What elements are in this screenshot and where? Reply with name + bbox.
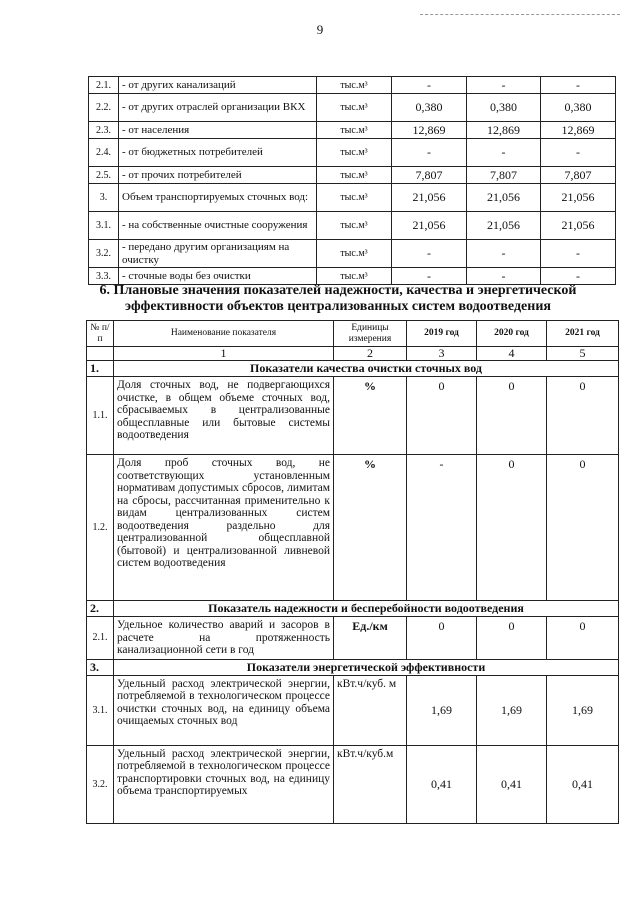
value-2020: 21,056 — [467, 212, 541, 240]
value-2020: 0,380 — [467, 94, 541, 122]
indicator-name: - от населения — [119, 122, 317, 139]
row-num: 2.4. — [89, 139, 119, 167]
indicator-unit: тыс.м³ — [317, 94, 392, 122]
value-2021: 0 — [547, 617, 619, 660]
value-2021: - — [541, 139, 616, 167]
indicator-unit: % — [334, 455, 407, 601]
row-num: 3.2. — [89, 240, 119, 268]
indicator-unit: Ед./км — [334, 617, 407, 660]
header-name: Наименование показателя — [114, 321, 334, 347]
row-num: 2.2. — [89, 94, 119, 122]
value-2020: - — [467, 77, 541, 94]
indicator-name: Удельный расход электрической энергии, потребляемой в технологическом процессе транспортировки сточных вод, на единицу объема транспортируемых — [114, 745, 334, 823]
value-2021: - — [541, 268, 616, 285]
table-row — [89, 184, 616, 212]
indicator-name: - от других отраслей организации ВКХ — [119, 94, 317, 122]
value-2019: 21,056 — [392, 212, 467, 240]
row-num: 1.1. — [87, 377, 114, 455]
table-row — [89, 268, 616, 285]
indicator-unit: тыс.м³ — [317, 139, 392, 167]
indicators-table — [86, 320, 619, 824]
value-2020: - — [467, 240, 541, 268]
indicator-name: - от бюджетных потребителей — [119, 139, 317, 167]
header-unit: Единицы измерения — [334, 321, 407, 347]
column-numbers-row — [87, 347, 619, 361]
table-row — [87, 455, 619, 601]
value-2021: - — [541, 77, 616, 94]
header-row — [87, 321, 619, 347]
indicator-name: Удельное количество аварий и засоров в расчете на протяженность канализационной сети в год — [114, 617, 334, 660]
value-2021: 21,056 — [541, 212, 616, 240]
section-row — [87, 659, 619, 675]
table-row — [87, 675, 619, 745]
value-2019: - — [392, 77, 467, 94]
value-2021: 0 — [547, 377, 619, 455]
section-num: 1. — [87, 361, 114, 377]
indicator-name: Удельный расход электрической энергии, потребляемой в технологическом процессе очистки сточных вод, на единицу объема очищаемых сточных вод — [114, 675, 334, 745]
value-2020: 1,69 — [477, 675, 547, 745]
table-row — [89, 122, 616, 139]
value-2019: - — [392, 268, 467, 285]
col-number-4: 4 — [477, 347, 547, 361]
indicator-unit: тыс.м³ — [317, 212, 392, 240]
row-num: 3.1. — [89, 212, 119, 240]
indicator-name: - от других канализаций — [119, 77, 317, 94]
value-2019: 0 — [407, 617, 477, 660]
value-2021: 12,869 — [541, 122, 616, 139]
indicator-unit: тыс.м³ — [317, 268, 392, 285]
value-2020: 0 — [477, 455, 547, 601]
value-2019: 0,380 — [392, 94, 467, 122]
section-title: 6. Плановые значения показателей надежности, качества и энергетической эффективности объектов централизованных систем водоотведения — [99, 283, 577, 314]
table-row — [87, 617, 619, 660]
value-2020: - — [467, 268, 541, 285]
value-2021: 0,41 — [547, 745, 619, 823]
indicator-name: - сточные воды без очистки — [119, 268, 317, 285]
indicator-name: Доля проб сточных вод, не соответствующих установленным нормативам допустимых сбросов, лимитам на сбросы, рассчитанная применительно к видам централизованных систем водоотведения раздельно для централизованной общесплавной (бытовой) и централизованной ливневой систем водоотведения — [114, 455, 334, 601]
section-heading: Показатели качества очистки сточных вод — [114, 361, 619, 377]
table-row — [89, 139, 616, 167]
value-2019: 12,869 — [392, 122, 467, 139]
value-2019: - — [392, 240, 467, 268]
indicator-name: - передано другим организациям на очистку — [119, 240, 317, 268]
value-2020: 7,807 — [467, 167, 541, 184]
col-number-3: 3 — [407, 347, 477, 361]
indicator-unit: кВт.ч/куб.м — [334, 745, 407, 823]
row-num: 3. — [89, 184, 119, 212]
value-2020: 0,41 — [477, 745, 547, 823]
section-num: 2. — [87, 601, 114, 617]
section-heading: Показатели энергетической эффективности — [114, 659, 619, 675]
row-num: 3.3. — [89, 268, 119, 285]
header-2019: 2019 год — [407, 321, 477, 347]
table-row — [89, 77, 616, 94]
indicator-unit: тыс.м³ — [317, 240, 392, 268]
value-2020: 21,056 — [467, 184, 541, 212]
value-2021: 1,69 — [547, 675, 619, 745]
section-row — [87, 361, 619, 377]
table-row — [89, 167, 616, 184]
value-2019: 0,41 — [407, 745, 477, 823]
row-num: 2.1. — [87, 617, 114, 660]
value-2020: 0 — [477, 377, 547, 455]
value-2021: 0 — [547, 455, 619, 601]
col-number-2: 2 — [334, 347, 407, 361]
header-num: № п/п — [87, 321, 114, 347]
col-number-1: 1 — [114, 347, 334, 361]
table-row — [89, 212, 616, 240]
row-num: 2.3. — [89, 122, 119, 139]
value-2019: 0 — [407, 377, 477, 455]
value-2020: - — [467, 139, 541, 167]
indicator-name: - от прочих потребителей — [119, 167, 317, 184]
row-num: 3.1. — [87, 675, 114, 745]
value-2019: - — [392, 139, 467, 167]
value-2021: - — [541, 240, 616, 268]
value-2021: 7,807 — [541, 167, 616, 184]
table-row — [89, 94, 616, 122]
indicator-unit: тыс.м³ — [317, 122, 392, 139]
section-num: 3. — [87, 659, 114, 675]
table-row — [87, 745, 619, 823]
indicator-unit: тыс.м³ — [317, 77, 392, 94]
value-2019: 21,056 — [392, 184, 467, 212]
indicator-unit: кВт.ч/куб. м — [334, 675, 407, 745]
value-2021: 0,380 — [541, 94, 616, 122]
row-num: 3.2. — [87, 745, 114, 823]
value-2020: 12,869 — [467, 122, 541, 139]
page-number: 9 — [316, 22, 324, 37]
indicator-name: Доля сточных вод, не подвергающихся очистке, в общем объеме сточных вод, сбрасываемых в централизованные общесплавные или бытовые системы водоотведения — [114, 377, 334, 455]
table-row — [87, 377, 619, 455]
section-row — [87, 601, 619, 617]
indicator-unit: тыс.м³ — [317, 184, 392, 212]
scan-artifact-line — [420, 14, 620, 16]
row-num: 2.1. — [89, 77, 119, 94]
value-2020: 0 — [477, 617, 547, 660]
row-num: 2.5. — [89, 167, 119, 184]
indicator-name: - на собственные очистные сооружения — [119, 212, 317, 240]
section-heading: Показатель надежности и бесперебойности водоотведения — [114, 601, 619, 617]
header-2021: 2021 год — [547, 321, 619, 347]
wastewater-volume-table — [88, 76, 616, 285]
indicator-name: Объем транспортируемых сточных вод: — [119, 184, 317, 212]
row-num: 1.2. — [87, 455, 114, 601]
value-2019: 7,807 — [392, 167, 467, 184]
header-2020: 2020 год — [477, 321, 547, 347]
col-number-5: 5 — [547, 347, 619, 361]
value-2019: 1,69 — [407, 675, 477, 745]
value-2021: 21,056 — [541, 184, 616, 212]
indicator-unit: % — [334, 377, 407, 455]
value-2019: - — [407, 455, 477, 601]
indicator-unit: тыс.м³ — [317, 167, 392, 184]
table-row — [89, 240, 616, 268]
